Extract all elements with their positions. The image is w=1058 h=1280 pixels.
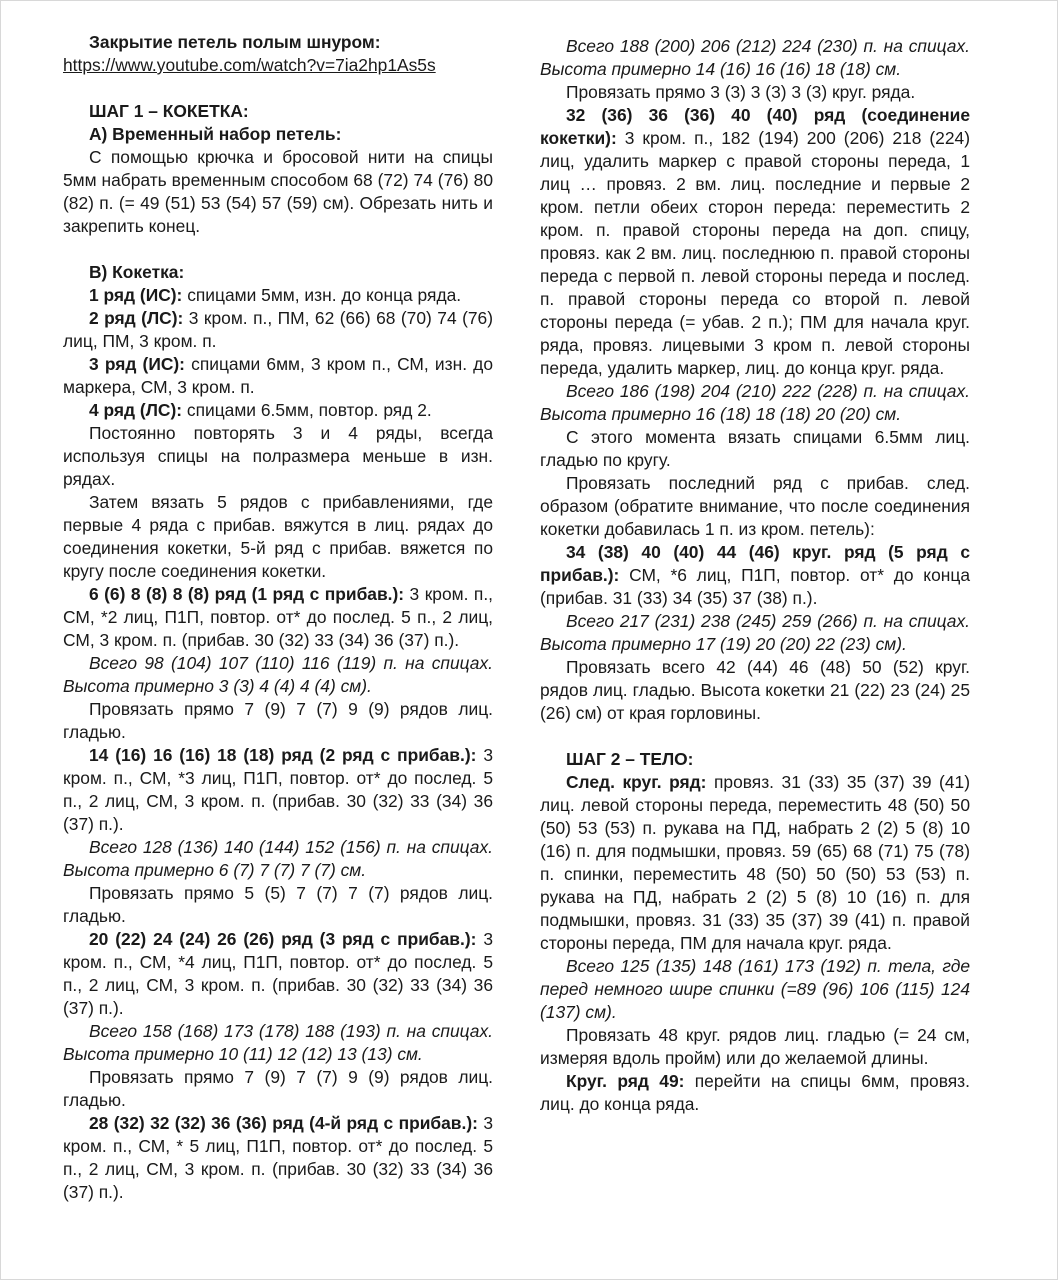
round49-text: перейти на спицы 6мм, провяз. лиц. до конца ряда. (540, 1071, 970, 1114)
row3-heading: 3 ряд (ИС): (89, 354, 185, 374)
row1-text: спицами 5мм, изн. до конца ряда. (182, 285, 462, 305)
row14-text: 3 кром. п., СМ, *3 лиц, П1П, повтор. от* до послед. 5 п., 2 лиц, СМ, 3 кром. п. (прибав. 30 (32) 33 (34) 36 (37) п.). (63, 745, 493, 834)
row34-paragraph (540, 541, 970, 610)
section-b-heading: В) Кокетка: (89, 262, 185, 282)
row1-paragraph (63, 284, 493, 307)
row1-heading: 1 ряд (ИС): (89, 285, 183, 305)
row20-total: Всего 158 (168) 173 (178) 188 (193) п. на спицах. Высота примерно 10 (11) 12 (12) 13 (13) см. (63, 1021, 493, 1064)
section-a-heading: А) Временный набор петель: (89, 124, 342, 144)
left-column (63, 31, 493, 1204)
row34-heading: 34 (38) 40 (40) 44 (46) круг. ряд (5 ряд с прибав.): (540, 542, 970, 585)
bind-off-title: Закрытие петель полым шнуром: (89, 32, 381, 52)
row2-paragraph (63, 307, 493, 353)
row6-paragraph (63, 583, 493, 652)
row4-heading: 4 ряд (ЛС): (89, 400, 183, 420)
round49-paragraph (540, 1070, 970, 1116)
row20-heading: 20 (22) 24 (24) 26 (26) ряд (3 ряд с прибав.): (89, 929, 477, 949)
body-straight-paragraph: Провязать 48 круг. рядов лиц. гладью (= 24 см, измеряя вдоль пройм) или до желаемой длины. (540, 1025, 970, 1068)
yoke-total-paragraph: Провязать всего 42 (44) 46 (48) 50 (52) круг. рядов лиц. гладью. Высота кокетки 21 (22) 23 (24) 25 (26) см) от края горловины. (540, 657, 970, 723)
next-round-paragraph (540, 771, 970, 955)
round49-heading: Круг. ряд 49: (566, 1071, 685, 1091)
row28-paragraph (63, 1112, 493, 1204)
row32-heading: 32 (36) 36 (36) 40 (40) ряд (соединение кокетки): (540, 105, 970, 148)
increase-intro-paragraph: Затем вязать 5 рядов с прибавлениями, где первые 4 ряда с прибав. вяжутся в лиц. рядах до соединения кокетки, 5-й ряд с прибав. вяжется по кругу после соединения кокетки. (63, 492, 493, 581)
row28-straight: Провязать прямо 3 (3) 3 (3) 3 (3) круг. ряда. (566, 82, 916, 102)
row14-heading: 14 (16) 16 (16) 18 (18) ряд (2 ряд с прибав.): (89, 745, 477, 765)
row14-total: Всего 128 (136) 140 (144) 152 (156) п. на спицах. Высота примерно 6 (7) 7 (7) 7 (7) см. (63, 837, 493, 880)
row14-paragraph (63, 744, 493, 836)
row2-text: 3 кром. п., ПМ, 62 (66) 68 (70) 74 (76) лиц, ПМ, 3 кром. п. (63, 308, 493, 351)
row28-text: 3 кром. п., СМ, * 5 лиц, П1П, повтор. от* до послед. 5 п., 2 лиц, СМ, 3 кром. п. (прибав. 30 (32) 33 (34) 36 (37) п.). (63, 1113, 493, 1202)
youtube-link[interactable]: https://www.youtube.com/watch?v=7ia2hp1As5s (63, 55, 436, 75)
row3-text: спицами 6мм, 3 кром п., СМ, изн. до маркера, СМ, 3 кром. п. (63, 354, 493, 397)
row4-text: спицами 6.5мм, повтор. ряд 2. (182, 400, 432, 420)
section-a-text: С помощью крючка и бросовой нити на спицы 5мм набрать временным способом 68 (72) 74 (76) 80 (82) п. (= 49 (51) 53 (54) 57 (59) см). Обрезать нить и закрепить конец. (63, 147, 493, 236)
row6-total: Всего 98 (104) 107 (110) 116 (119) п. на спицах. Высота примерно 3 (3) 4 (4) 4 (4) см). (63, 653, 493, 696)
row28-heading: 28 (32) 32 (32) 36 (36) ряд (4-й ряд с прибав.): (89, 1113, 478, 1133)
row34-total: Всего 217 (231) 238 (245) 259 (266) п. на спицах. Высота примерно 17 (19) 20 (20) 22 (23) см). (540, 611, 970, 654)
row20-text: 3 кром. п., СМ, *4 лиц, П1П, повтор. от* до послед. 5 п., 2 лиц, СМ, 3 кром. п. (прибав. 30 (32) 33 (34) 36 (37) п.). (63, 929, 493, 1018)
row32-text: 3 кром. п., 182 (194) 200 (206) 218 (224) лиц, удалить маркер с правой стороны переда, 1 лиц … провяз. 2 вм. лиц. последние и первые 2 кром. петли обеих сторон переда: переместить 2 кром. п. правой стороны переда на доп. спицу, провяз. как 2 вм. лиц. последнюю п. правой стороны переда с первой п. левой стороны переда и послед. п. правой стороны переда со второй п. левой стороны переда (= убав. 2 п.); ПМ для начала круг. ряда, провяз. лицевыми 3 кром п. левой стороны переда, удалить маркер, лиц. до конца круг. ряда. (540, 128, 970, 378)
row34-text: СМ, *6 лиц, П1П, повтор. от* до конца (прибав. 31 (33) 34 (35) 37 (38) п.). (540, 565, 970, 608)
row20-paragraph (63, 928, 493, 1020)
next-round-heading: След. круг. ряд: (566, 772, 707, 792)
last-row-paragraph: Провязать последний ряд с прибав. след. образом (обратите внимание, что после соединения кокетки добавилась 1 п. из кром. петель): (540, 473, 970, 539)
row32-total: Всего 186 (198) 204 (210) 222 (228) п. на спицах. Высота примерно 16 (18) 18 (18) 20 (20) см. (540, 381, 970, 424)
row6-straight: Провязать прямо 7 (9) 7 (7) 9 (9) рядов лиц. гладью. (63, 699, 493, 742)
body-total: Всего 125 (135) 148 (161) 173 (192) п. тела, где перед немного шире спинки (=89 (96) 106 (115) 124 (137) см). (540, 956, 970, 1022)
row3-paragraph (63, 353, 493, 399)
repeat-paragraph: Постоянно повторять 3 и 4 ряды, всегда используя спицы на полразмера меньше в изн. рядах. (63, 423, 493, 489)
from-now-paragraph: С этого момента вязать спицами 6.5мм лиц. гладью по кругу. (540, 427, 970, 470)
row20-straight: Провязать прямо 7 (9) 7 (7) 9 (9) рядов лиц. гладью. (63, 1067, 493, 1110)
row6-heading: 6 (6) 8 (8) 8 (8) ряд (1 ряд с прибав.): (89, 584, 405, 604)
row2-heading: 2 ряд (ЛС): (89, 308, 184, 328)
row14-straight: Провязать прямо 5 (5) 7 (7) 7 (7) рядов лиц. гладью. (63, 883, 493, 926)
next-round-text: провяз. 31 (33) 35 (37) 39 (41) лиц. левой стороны переда, переместить 48 (50) 50 (50) 53 (53) п. рукава на ПД, набрать 2 (2) 5 (8) 10 (16) п. для подмышки, провяз. 59 (65) 68 (71) 75 (78) п. спинки, переместить 48 (50) 50 (50) 53 (53) п. рукава на ПД, набрать 2 (2) 5 (8) 10 (16) п. для подмышки, провяз. 31 (33) 35 (37) 39 (41) п. правой стороны переда, ПМ для начала круг. ряда. (540, 772, 970, 953)
row4-paragraph (63, 399, 493, 422)
step2-heading: ШАГ 2 – ТЕЛО: (566, 749, 694, 769)
row28-total: Всего 188 (200) 206 (212) 224 (230) п. на спицах. Высота примерно 14 (16) 16 (16) 18 (18) см. (540, 36, 970, 79)
step1-heading: ШАГ 1 – КОКЕТКА: (89, 101, 249, 121)
row6-text: 3 кром. п., СМ, *2 лиц, П1П, повтор. от* до послед. 5 п., 2 лиц, СМ, 3 кром. п. (прибав. 30 (32) 33 (34) 36 (37) п.). (63, 584, 493, 650)
right-column (540, 35, 970, 1116)
row32-paragraph (540, 104, 970, 380)
